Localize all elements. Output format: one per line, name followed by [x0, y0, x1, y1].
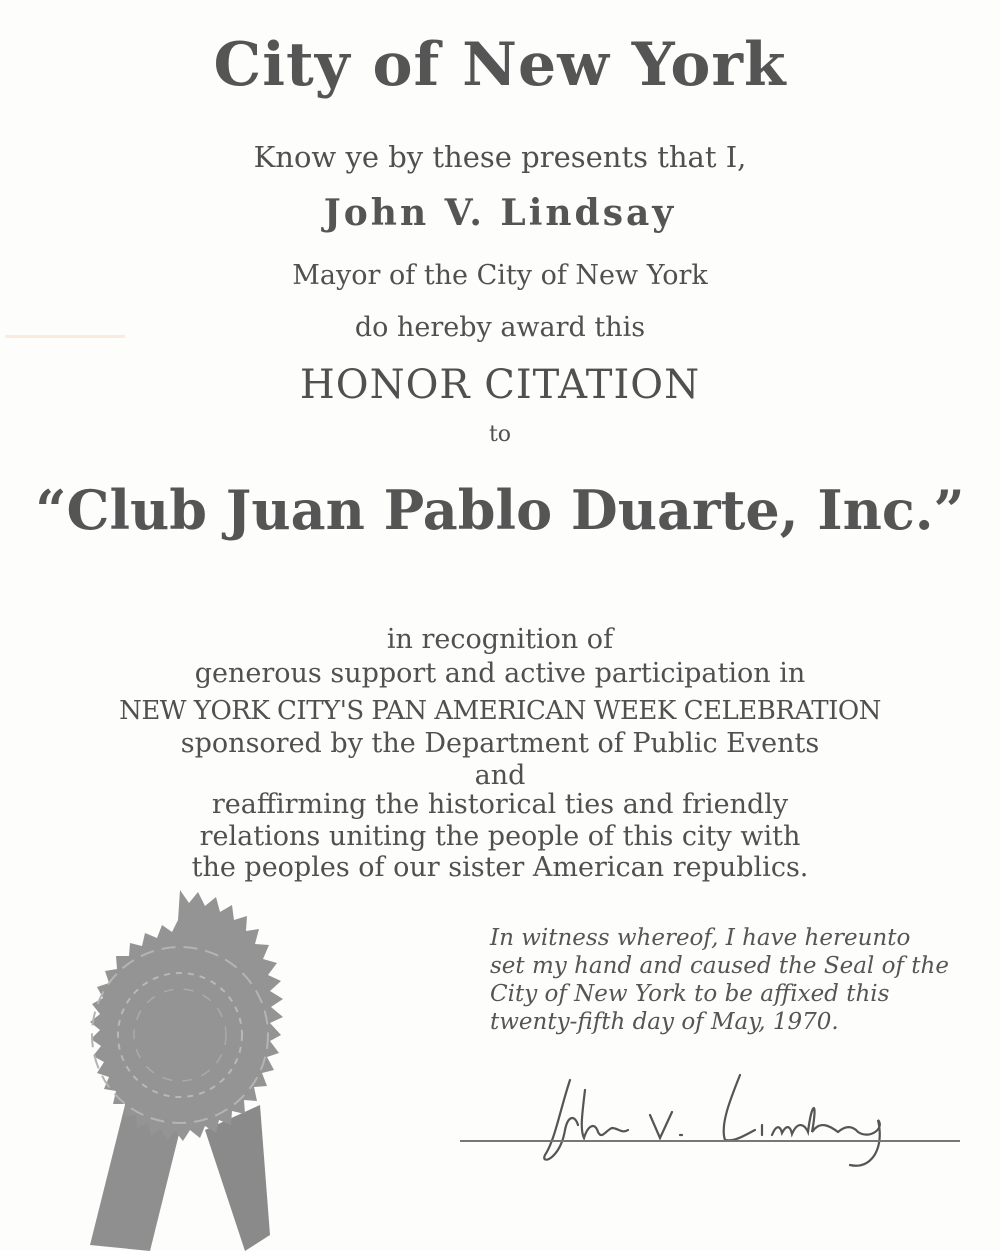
body-line: reaffirming the historical ties and friendly	[211, 789, 789, 820]
body-line: sponsored by the Department of Public Events	[180, 728, 820, 759]
city-seal-icon	[30, 890, 350, 1251]
witness-line: In witness whereof, I have hereunto	[490, 925, 911, 951]
award-name: HONOR CITATION	[299, 362, 701, 408]
body-line: generous support and active participation in	[194, 658, 806, 689]
body-line: and	[474, 760, 526, 791]
award-phrase: do hereby award this	[354, 312, 646, 343]
mayor-title: Mayor of the City of New York	[292, 260, 708, 291]
mayor-signature	[540, 1070, 920, 1170]
body-line: NEW YORK CITY'S PAN AMERICAN WEEK CELEBRATION	[119, 696, 881, 726]
mayor-name: John V. Lindsay	[323, 192, 677, 234]
body-line: in recognition of	[386, 624, 614, 655]
scan-artifact	[5, 335, 125, 338]
witness-line: twenty-fifth day of May, 1970.	[490, 1009, 839, 1035]
recipient-name: “Club Juan Pablo Duarte, Inc.”	[35, 478, 965, 542]
preamble: Know ye by these presents that I,	[253, 140, 747, 174]
body-line: the peoples of our sister American republics.	[191, 852, 809, 883]
document-title: City of New York	[213, 30, 787, 100]
signature-line	[460, 1140, 960, 1142]
body-line: relations uniting the people of this city with	[199, 821, 801, 852]
witness-line: City of New York to be affixed this	[490, 981, 890, 1007]
witness-line: set my hand and caused the Seal of the	[490, 953, 949, 979]
to-word: to	[488, 422, 512, 447]
